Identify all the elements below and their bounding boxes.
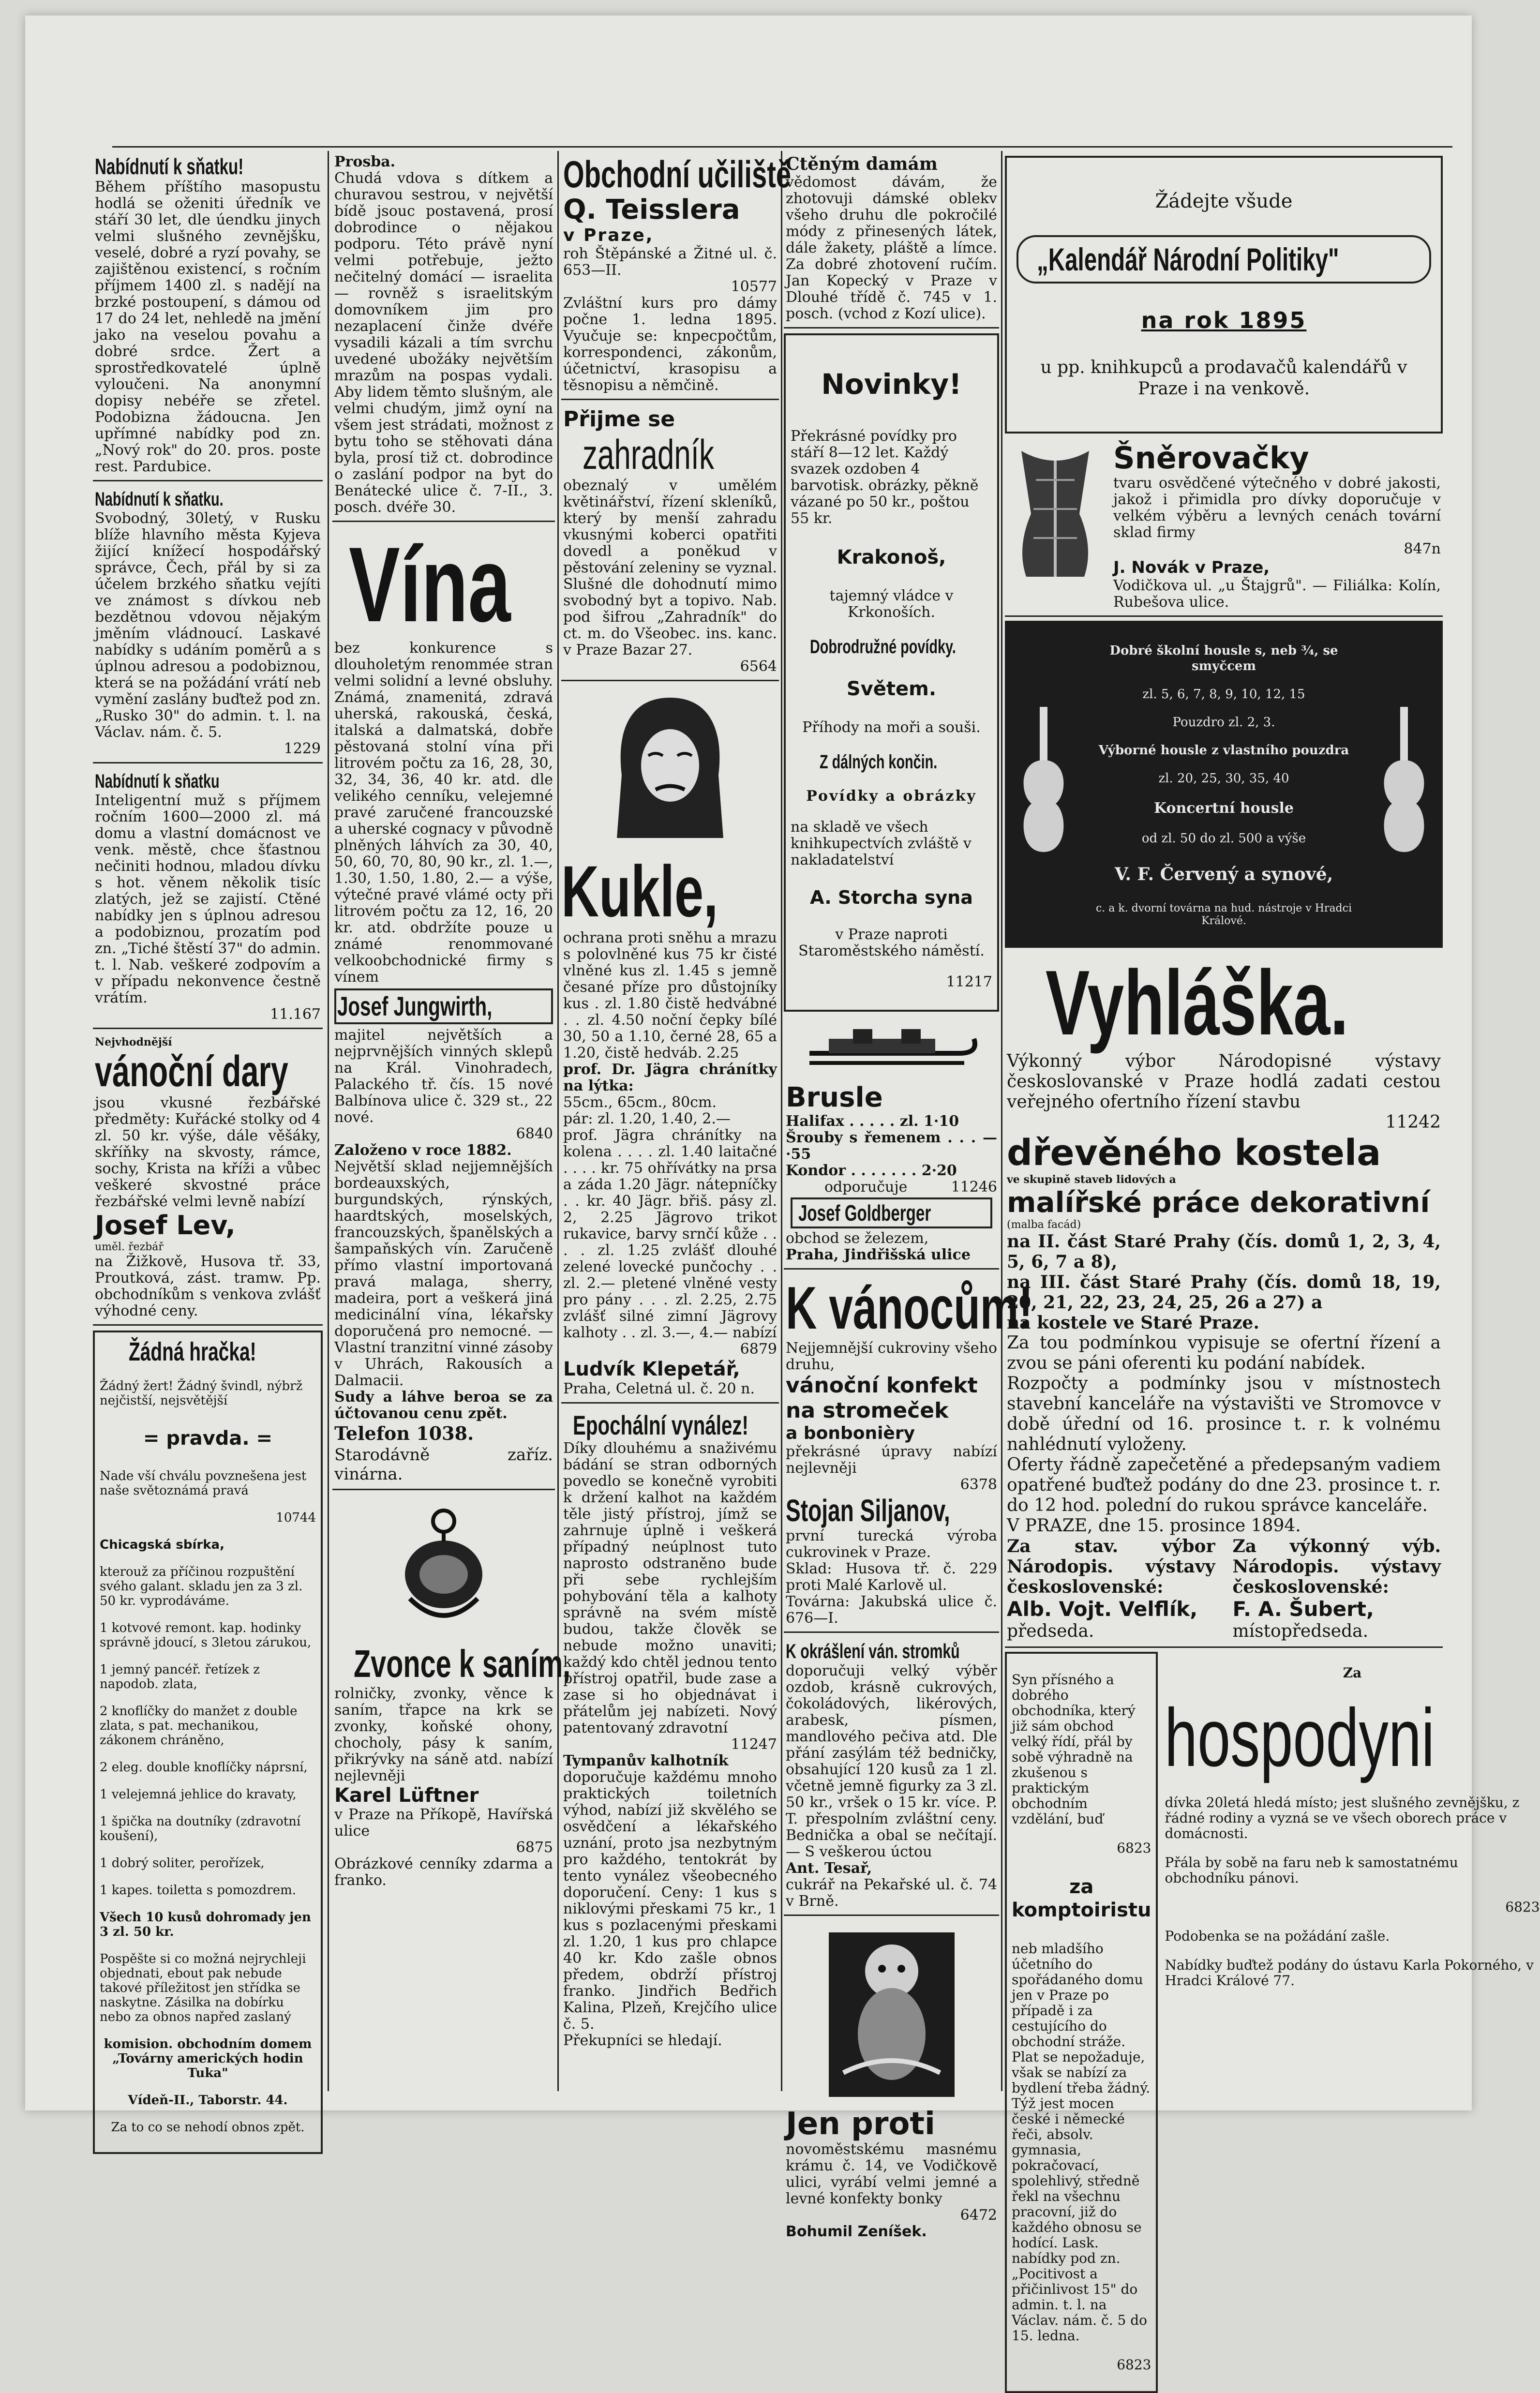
ad-name: Q. Teisslera xyxy=(563,194,740,225)
ad-trade: cukrář na Pekařské ul. č. 74 v Brně. xyxy=(786,1876,997,1910)
ad-code: 6823 xyxy=(1505,1899,1540,1915)
announcement-ad xyxy=(1005,952,1443,1648)
column-divider xyxy=(1001,151,1002,2091)
ad-line: zl. 20, 25, 30, 35, 40 xyxy=(1158,771,1289,786)
book-subtitle: Povídky a obrázky xyxy=(806,788,977,805)
ad-body: u pp. knihkupců a prodavačů kalendářů v Praze i na venkově. xyxy=(1040,358,1407,399)
ad-body: Nade vší chválu povznešena jest naše světoznámá pravá xyxy=(100,1469,307,1498)
ad-title: Epochální vynález! xyxy=(573,1410,748,1440)
ad-title: Žádná hračka! xyxy=(129,1337,256,1366)
signature-name: Alb. Vojt. Velflík, xyxy=(1007,1597,1198,1621)
ad-code: 1229 xyxy=(284,740,321,757)
ad-body: Nejjemnější cukroviny všeho druhu, xyxy=(786,1340,997,1373)
column-2 xyxy=(332,151,571,2091)
ad-body: neb mladšího účetního do spořádaného domu jen v Praze po případě i za cestujícího do obchodní stráže. Plat se nepožaduje, však se nabízí za bydlení třeba žádný. Týž jest mocen české i německé řeči, absolv. gymnasia, pokračovací, spolehlivý, středně řekl na všechnu pracovní, již do každého obnosu se hodící. Lask. nabídky pod zn. „Pocitivost a přičinlivost 15" do admin. t. l. na Václav. nám. č. 5 do 15. ledna. xyxy=(1012,1941,1151,2344)
gardener-ad xyxy=(561,404,779,681)
name-box xyxy=(334,988,553,1024)
ad-footer: Překupníci se hledají. xyxy=(563,2032,722,2049)
ad-trade: uměl. řezbář xyxy=(95,1241,164,1253)
plea-ad xyxy=(332,151,555,522)
ad-subtitle: Tympanův kalhotník xyxy=(563,1752,729,1769)
ad-code: 11.167 xyxy=(270,1006,321,1023)
ad-footer: Za to co se nehodí obnos zpět. xyxy=(111,2120,305,2135)
ad-date: V PRAZE, dne 15. prosince 1894. xyxy=(1007,1516,1301,1536)
ad-lead: Za xyxy=(1343,1665,1362,1681)
gifts-ad xyxy=(93,1033,323,1326)
ad-name: Ludvík Klepetář, xyxy=(563,1358,740,1380)
ad-na: na stromeček xyxy=(786,1398,949,1423)
book-subtitle: Příhody na moři a souši. xyxy=(802,719,981,736)
ad-title: K okrášlení ván. stromků xyxy=(786,1640,960,1662)
ad-title: K vánocům! xyxy=(786,1275,1033,1342)
ad-title: vánoční dary xyxy=(95,1047,288,1096)
signatures-row xyxy=(1007,1536,1441,1642)
marriage-ad-3 xyxy=(93,767,323,1029)
book-subtitle: tajemný vládce v Krkonoších. xyxy=(829,587,954,621)
ad-name: V. F. Červený a synové, xyxy=(1114,864,1333,884)
ad-kostela: dřevěného kostela xyxy=(1007,1132,1381,1174)
ad-par: pár: zl. 1.20, 1.40, 2.— xyxy=(563,1110,731,1127)
ad-title: Zvonce k saním, xyxy=(354,1642,571,1685)
skates-ad xyxy=(784,1017,999,1270)
violin-icon xyxy=(1015,707,1073,862)
ad-body: dívka 20letá hledá místo; jest slušného zevnějšku, z řádné rodiny a vyzná se ve všech oborech práce v domácnosti. xyxy=(1165,1795,1520,1841)
ad-code: 6823 xyxy=(1117,2357,1151,2373)
ad-publisher: A. Storcha syna xyxy=(810,887,973,908)
ad-footer: Starodávně zaříz. vinárna. xyxy=(334,1445,553,1484)
ad-code: 11246 xyxy=(951,1179,997,1196)
bells-ad xyxy=(332,1494,571,1894)
ad-address: v Praze naproti Staroměstského náměstí. xyxy=(798,926,985,959)
ad-code: 6564 xyxy=(740,658,777,675)
ad-title: Obchodní učiliště xyxy=(563,153,792,195)
ad-body: doporučuji velký výběr ozdob, krásně cukrových, čokoládových, likérových, arabesk, písmen, mandlového pečiva atd. Dle přání zasýlám též bedničky, obsahující 120 kusů za 1 zl. včetně jemně figurky za 3 zl. 50 kr., vršek o 15 kr. více. P. T. přespolním zvláštní ceny. Bednička a obal se nečítají. — S veškerou úctou xyxy=(786,1662,997,1860)
ad-line: Žádný žert! Žádný švindl, nýbrž nejčistší, nejsvětější xyxy=(100,1379,303,1408)
ad-skupina: ve skupině staveb lidových a xyxy=(1007,1173,1176,1186)
ad-code: 6378 xyxy=(960,1476,997,1493)
ad-name: J. Novák v Praze, xyxy=(1113,558,1270,577)
ad-body: Největší sklad nejjemnějších bordeauxských, burgundských, rýnských, haardtských, moselských, francouzských, španělských a šampaňských vín. Zaručeně přímo vlastní importovaná pravá malaga, sherry, madeira, port a veškerá jiná medicinální vína, lékařsky doporučená pro nemocné. — Vlastní tranzitní vinné zásoby v Uhrách, Rakousích a Dalmacii. xyxy=(334,1158,553,1389)
ad-facad: (malba facád) xyxy=(1007,1219,1081,1231)
signature-left xyxy=(1007,1536,1215,1642)
books-ad xyxy=(784,333,999,1012)
signature-name: F. A. Šubert, xyxy=(1232,1597,1374,1621)
ad-address: Praha, Celetná ul. č. 20 n. xyxy=(563,1380,755,1397)
confectioner-ad xyxy=(784,1920,999,2245)
ad-address: roh Štěpánské a Žitné ul. č. 653—II. xyxy=(563,245,777,279)
corset-icon xyxy=(1007,441,1104,586)
ad-address: na Žižkově, Husova tř. 33, Proutková, zást. tramw. Pp. obchodníkům s venkova zvlášť výhodné ceny. xyxy=(95,1253,321,1319)
violin-icon xyxy=(1375,707,1433,862)
invention-ad xyxy=(561,1407,779,2054)
ad-title: „Kalendář Národní Politiky" xyxy=(1037,241,1339,277)
ad-city: v Praze, xyxy=(563,225,654,245)
ad-code: 10744 xyxy=(276,1511,316,1525)
ad-body: Chudá vdova s dítkem a churavou sestrou, v největší bídě jsouc postavená, prosí dobrodince o nějakou podporu. Této právě nyní velmi potřebuje, ježto nečitelný domácí — israelita — rovněž s israelitským domovníkem jim pro nezaplacení činže dvéře vysadili kázali a tím svrchu uvedené ubožáky největším mrazům na pospas vydali. Aby lidem těmto slušným, ale velmi chudým, jimž oyní na všem jest strádati, možnost z bytu toho se stěhovati dána byla, prosí tiž ct. dobrodince o zaslání podpor na byt do Benátecké ulice č. 7-II., 3. posch. dvéře 30. xyxy=(334,170,553,516)
column-4 xyxy=(784,151,1033,2240)
ad-code: 11217 xyxy=(946,973,992,990)
hooded-head-icon xyxy=(607,693,733,848)
signature-role: předseda. xyxy=(1007,1621,1094,1641)
ad-body: Přála by sobě na faru neb k samostatnému obchodníku pánovi. xyxy=(1165,1855,1458,1886)
ad-title: Novinky! xyxy=(821,368,962,401)
ad-malirske: malířské práce dekorativní xyxy=(1007,1186,1430,1219)
ad-prof: prof. Dr. Jägra chránítky na lýtka: xyxy=(563,1061,777,1094)
ad-body: tvaru osvědčené výtečného v dobré jakosti, jakož i přimidla pro dívky doporučuje v velkém výběru a levných cenách tovární sklad firmy xyxy=(1113,475,1441,541)
hood-ad xyxy=(561,685,779,1404)
ad-title: Jen proti xyxy=(786,2106,935,2142)
corset-text xyxy=(1113,441,1441,611)
ad-title: Nabídnutí k sňatku. xyxy=(95,489,224,510)
ad-title: Ctěným damám xyxy=(786,154,938,174)
ad-body: prof. Jägra chránítky na kolena . . . . zl. 1.40 laitačné . . . . kr. 75 ohřívátky na prsa a záda 1.20 Jägr. nátepníčky . . kr. 40 Jägr. břiš. pásy zl. 2, 2.25 Jägrovo trikot rukavice, barvy srnčí kůže . . . . zl. 1.25 zvlášť dlouhé zelené lovecké punčochy . . zl. 2.— pletené vlněné vesty pro pány . . . zl. 2.25, 2.75 zvlášť silné zimní Jägrovy kalhoty . . zl. 3.—, 4.— nabízí xyxy=(563,1127,777,1341)
ad-code: 6875 xyxy=(516,1839,553,1856)
christmas-sweets-ad xyxy=(784,1273,1033,1633)
ad-odporucuje: odporučuje xyxy=(824,1179,908,1196)
ad-address: Praha, Jindřišská ulice xyxy=(786,1246,971,1263)
ad-body: Překrásné povídky pro stáří 8—12 let. Každý svazek ozdoben 4 barvotisk. obrázky, pěkně vázané po 50 kr., poštou 55 kr. xyxy=(791,428,979,527)
ad-name: Bohumil Zeníšek. xyxy=(786,2223,927,2240)
school-ad xyxy=(561,151,792,400)
ad-lead: Žádejte všude xyxy=(1155,190,1293,212)
ad-code: 6840 xyxy=(516,1125,553,1142)
ad-address: Vodičkova ul. „u Štajgrů". — Filiálka: Kolín, Rubešova ulice. xyxy=(1113,577,1441,611)
ad-line: zl. 5, 6, 7, 8, 9, 10, 12, 15 xyxy=(1142,687,1305,702)
ad-body: bez konkurence s dlouholetým renommée stran velmi solidní a levné obsluhy. Známá, znamenitá, zdravá uherská, rakouská, česká, italská a dalmatská, dobře pěstovaná stolní vína při litrovém počtu za 16, 28, 30, 32, 34, 36, 40 kr. atd. dle velikého cenníku, velejemné pravé zaručené francouzské a uherské cognacy v původně plněných láhvích za 30, 40, 50, 60, 70, 80, 90 kr., zl. 1.—, 1.30, 1.50, 1.80, 2.— a výše, výtečné pravé vlámé octy při litrovém počtu za 12, 16, 20 kr. atd. obdržíte pouze u známé renommované velkoobchodnické firmy s vínem xyxy=(334,640,553,986)
ad-body: Zvláštní kurs pro dámy počne 1. ledna 1895. Vyučuje se: knpecpočtům, korrespondenci, zákonům, účetnictví, krasopisu a těsnopisu a němčině. xyxy=(563,295,777,394)
ad-title: Nabídnutí k sňatku! xyxy=(95,154,244,179)
name-box xyxy=(791,1197,992,1228)
ad-item: na III. část Staré Prahy (čís. domů 18, 19, 20, 21, 22, 23, 24, 25, 26 a 27) a xyxy=(1007,1272,1441,1313)
signature-head: Za stav. výbor Národopis. výstavy československé: xyxy=(1007,1536,1215,1597)
dressmaker-ad xyxy=(784,151,999,329)
name-box xyxy=(1017,235,1431,284)
ad-body: Během příštího masopustu hodlá se oženiti úředník ve stáří 30 let, dle úendku jinych velmi slušného zevnějšku, veselé, dobré a ryzí povahy, se zajištěnou existencí, s ročním příjmem 1400 zl. s nadějí na brzké postoupení, s dámou od 17 do 24 let, nehledě na jmění jako na veselou povahu a dobré srdce. Žert a sprostředkovatelé úplně vyloučeni. Na anonymní dopisy nebéře se zřetel. Podobizna žádoucna. Jen upřímné nabídky pod zn. „Nový rok" do 20. pros. poste rest. Pardubice. xyxy=(95,179,321,475)
ad-body: Díky dlouhému a snaživému bádání se stran odborných povedlo se konečně vyrobiti k držení kalhot na každém těle jistý přístroj, jímž se zahrnuje úplně i veškerá případný neúplnost tuto naprosto odstraněno bude při sebe rychlejším pohybování těla a kalhoty správně na svém místě budou, takže člověk se nebude možno unaviti; každý kdo chtěl jednou tento přístroj opatřil, bude zase a zase si ho objednávat i přátelům jej nabízeti. Nový patentovaný zdravotní xyxy=(563,1440,777,1736)
ad-name: Stojan Siljanov, xyxy=(786,1493,950,1528)
ad-sklad: Sklad: Husova tř. č. 229 proti Malé Karlově ul. xyxy=(786,1560,997,1594)
ad-bottles: Sudy a láhve beroa se za účtovanou cenu zpět. xyxy=(334,1389,553,1422)
ad-body: Rozpočty a podmínky jsou v místnostech stavební kanceláře na výstavišti ve Stromovce v době úřední od 16. prosince t. r. k volnému nahlédnutí vyloženy. xyxy=(1007,1374,1441,1454)
ad-item: na kostele ve Staré Praze. xyxy=(1007,1313,1259,1333)
ad-body: vědomost dávám, že zhotovuji dámské oblekv všeho druhu dle pokročilé módy z přinesených látek, dále žakety, pláště a límce. Za dobré zhotovení ručím. Jan Kopecký v Praze v Dlouhé třídě č. 745 v 1. posch. (vchod z Kozí ulice). xyxy=(786,174,997,322)
ad-name: Karel Lüftner xyxy=(334,1784,479,1807)
ad-code: 847n xyxy=(1404,540,1441,557)
ad-title: hospodyni xyxy=(1165,1692,1435,1784)
ad-code: 6472 xyxy=(960,2207,997,2224)
ad-body: Výkonný výbor Národopisné výstavy českoslovanské v Praze hodlá zadati cestou veřejného ofertního řízení stavbu xyxy=(1007,1051,1441,1112)
ad-body: obeznalý v umělém květinářství, řízení skleníků, který by menší zahradu vkusnými koberci opatřiti dovedl a poněkud v pěstování zeleniny se vyznal. Slušné dle dohodnutí mimo svobodný byt a topivo. Nab. pod šifrou „Zahradník" do ct. m. do Všeobec. ins. kanc. v Praze Bazar 27. xyxy=(563,477,777,658)
ad-item: 1 kotvové remont. kap. hodinky správně jdoucí, s 3letou zárukou, xyxy=(100,1621,312,1650)
marriage-ad-1 xyxy=(93,151,323,481)
ad-body: Za tou podmínkou vypisuje se ofertní řízení a zvou se páni oferenti ku podání nabídek. xyxy=(1007,1333,1441,1373)
ad-code: 6823 xyxy=(1117,1840,1151,1856)
ad-body: Pospěšte si co možná nejrychleji objednati, ebout pak nebude takové příležitost jen střídka se naskytne. Zásilka na dobírku nebo za obnos napřed zaslaný xyxy=(100,1952,306,2024)
ad-code: 6879 xyxy=(740,1341,777,1358)
ad-telefon: Telefon 1038. xyxy=(334,1422,474,1444)
marriage-ad-2 xyxy=(93,485,323,763)
ad-item: na II. část Staré Prahy (čís. domů 1, 2, 3, 4, 5, 6, 7 a 8), xyxy=(1007,1231,1441,1272)
ad-founded: Založeno v roce 1882. xyxy=(334,1142,512,1159)
calendar-ad xyxy=(1005,156,1443,434)
ad-body: ochrana proti sněhu a mrazu s polovlněné kus 75 kr čisté vlněné kus zl. 1.45 s jemně česané příze pro důstojníky kus . zl. 1.80 čistě hedvábné . . zl. 4.50 noční čepky bílé 30, 50 a 1.10, černé 28, 65 a 1.20, čistě hedváb. 2.25 xyxy=(563,929,777,1062)
ad-body: Inteligentní muž s příjmem ročním 1600—2000 zl. má domu a vlastní domácnost ve venk. městě, chce šťastnou nečiniti hodnou, mladou dívku s hot. věnem několik tisíc zlatých, jež se zajistí. Ctěné nabídky jen s úplnou adresou a podobiznou, prozatím pod zn. „Tiché štěstí 37" do admin. t. l. Nab. veškeré zodpovím a v případu nekonvence čestně vrátím. xyxy=(95,792,321,1006)
ad-name: Josef Goldberger xyxy=(798,1200,931,1226)
ad-code: 11247 xyxy=(731,1736,777,1753)
recommend-row xyxy=(786,1179,997,1196)
figure-illustration-icon xyxy=(824,1928,959,2102)
ad-item: 1 jemný pancéř. řetízek z napodob. zlata, xyxy=(100,1662,260,1691)
ad-body: doporučuje každému mnoho praktických toiletních výhod, nabízí již skvělého se osvědčení a lékařského uznání, proto jsa nezbytným pro každého, tentokrát by tento vynález všeobecného doporučení. Ceny: 1 kus s niklovými přeskami 75 kr., 1 kus s pozlacenými přeskami zl. 1.20, 1 kus pro chlapce 40 kr. Kdo zašle obnos předem, obdrží přístroj franko. Jindřich Bedřich Kalina, Plzeň, Krejčího ulice č. 5. xyxy=(563,1769,777,2033)
ad-konfekt: vánoční konfekt xyxy=(786,1373,978,1398)
signature-right xyxy=(1232,1536,1441,1642)
ad-body: jsou vkusné řezbářské předměty: Kuřácké stolky od 4 zl. 50 kr. výše, dále věšáky, skříňky na skvosty, rámce, sochy, Krista na kříži a vůbec veškeré skvostné práce řezbářské velmi levně nabízí xyxy=(95,1094,321,1210)
ad-sender: komision. obchodním domem „Továrny amerických hodin Tuka" xyxy=(104,2037,312,2080)
column-3 xyxy=(561,151,792,2091)
column-1 xyxy=(93,151,323,2135)
ad-code: 11242 xyxy=(1385,1112,1441,1132)
ad-footer: c. a k. dvorní továrna na hud. nástroje v Hradci Králové. xyxy=(1095,902,1352,927)
ad-line: Koncertní housle xyxy=(1154,800,1294,817)
ad-bonbon: a bonbonièry xyxy=(786,1423,915,1443)
ad-body: Syn přísného a dobrého obchodníka, který již sám obchod velký řídí, přál by sobě výhradně na zkušenou s praktickým obchodním vzdělání, buď xyxy=(1012,1672,1136,1827)
ad-body: majitel největších a nejprvnějších vinných sklepů na Král. Vinohradech, Palackého tř. čís. 15 nové Balbínova ulice č. 329 st., 22 nové. xyxy=(334,1027,553,1126)
ad-summary: Všech 10 kusů dohromady jen 3 zl. 50 kr. xyxy=(100,1910,311,1939)
ad-title: Kukle, xyxy=(561,851,718,932)
ad-name: Josef Lev, xyxy=(95,1210,236,1241)
clerk-ad xyxy=(1005,1652,1158,2393)
chicago-ad xyxy=(93,1331,323,2154)
ad-title: Brusle xyxy=(786,1082,883,1113)
ad-item: 1 kapes. toiletta s pomozdrem. xyxy=(100,1883,297,1898)
top-rule xyxy=(112,146,1452,148)
book-title: Světem. xyxy=(846,678,937,700)
column-5 xyxy=(1005,151,1540,2373)
ad-code: 10577 xyxy=(731,278,777,295)
ad-body: překrásné úpravy nabízí nejlevněji xyxy=(786,1443,997,1477)
ad-body: Svobodný, 30letý, v Rusku blíže hlavního města Kyjeva žijící knížecí hospodářský správce, Čech, přál by si za účelem brzkého sňatku vejíti ve známost s dívkou neb bezdětnou vdovou nějakým jměním vládnoucí. Laskavé nabídky s udáním poměrů a s úplnou adresou a podobiznou, která se na požádání vrátí neb vymění zaslány buďtež pod zn. „Rusko 30" do admin. t. l. na Václav. nám. č. 5. xyxy=(95,510,321,741)
column-divider xyxy=(557,151,559,2091)
column-divider xyxy=(328,151,329,2091)
signature-head: Za výkonný výb. Národopis. výstavy československé: xyxy=(1232,1536,1441,1597)
ad-item: 2 eleg. double knoflíčky náprsní, xyxy=(100,1760,308,1775)
signature-role: místopředseda. xyxy=(1232,1621,1369,1641)
ad-title: Nabídnutí k sňatku xyxy=(95,771,220,792)
ad-body: kterouž za příčinou rozpuštění svého galant. skladu jen za 3 zl. 50 kr. vyprodáváme. xyxy=(100,1565,303,1608)
ad-name: Josef Jungwirth, xyxy=(337,991,493,1021)
ad-brand: Chicagská sbírka, xyxy=(100,1538,224,1552)
sleigh-bell-icon xyxy=(390,1502,497,1637)
ad-title: zahradník xyxy=(583,432,714,478)
ad-title: Vyhláška. xyxy=(1046,952,1349,1054)
ad-body: na skladě ve všech knihkupectvích zvláště v nakladatelství xyxy=(791,819,972,868)
ad-title: Šněrovačky xyxy=(1113,440,1309,476)
ice-skate-icon xyxy=(800,1024,984,1077)
ad-body: Nabídky buďtež podány do ústavu Karla Pokorného, v Hradci Králové 77. xyxy=(1165,1957,1534,1989)
ad-year: na rok 1895 xyxy=(1141,307,1307,333)
ad-lead: Přijme se xyxy=(563,407,675,432)
bottom-ads xyxy=(1005,1652,1540,2393)
ad-line: Výborné housle z vlastního pouzdra xyxy=(1098,743,1349,758)
wine-ad xyxy=(332,526,555,1490)
ad-footer: Obrázkové cenníky zdarma a franko. xyxy=(334,1855,553,1889)
book-title: Dobrodružné povídky. xyxy=(810,636,956,658)
ad-sizes: 55cm., 65cm., 80cm. xyxy=(563,1094,717,1111)
ad-address: v Praze na Příkopě, Havířská ulice xyxy=(334,1806,553,1840)
ad-pravda: = pravda. = xyxy=(143,1427,273,1450)
newspaper-page xyxy=(25,15,1540,2373)
ad-item: 2 knoflíčky do manžet z double zlata, s pat. mechanikou, zákonem chráněno, xyxy=(100,1704,298,1748)
column-divider xyxy=(781,151,782,2091)
price-line: Šrouby s řemenem . . . —·55 xyxy=(786,1129,997,1163)
ad-title: Prosba. xyxy=(334,153,396,170)
ad-title: za komptoiristu xyxy=(1012,1876,1151,1921)
book-title: Krakonoš, xyxy=(837,546,946,568)
corset-ad xyxy=(1005,438,1443,617)
violin-ad xyxy=(1005,621,1443,948)
price-line: Halifax . . . . . zl. 1·10 xyxy=(786,1113,959,1130)
ad-kicker: Nejvhodnější xyxy=(95,1036,172,1048)
ad-item: 1 dobrý soliter, perořízek, xyxy=(100,1856,265,1870)
ad-body: Oferty řádně zapečetěné a předepsaným vadiem opatřené buďtež podány do dne 23. prosince t. r. do 12 hod. polední do rukou správce kanceláře. xyxy=(1007,1455,1441,1515)
ad-item: 1 velejemná jehlice do kravaty, xyxy=(100,1787,297,1802)
ad-body: novoměstskému masnému krámu č. 14, ve Vodičkově ulici, vyrábí velmi jemné a levné konfekty bonky xyxy=(786,2141,997,2207)
ad-name: Ant. Tesař, xyxy=(786,1860,872,1877)
violin-text xyxy=(1077,630,1370,938)
ornaments-ad xyxy=(784,1637,999,1916)
book-title: Z dálných končin. xyxy=(820,751,938,773)
ad-line: Dobré školní housle s, neb ¾, se smyčcem xyxy=(1109,643,1338,673)
ad-body: rolničky, zvonky, věnce k saním, třapce na krk se zvonky, koňské ohony, chocholy, pásy k saním, přikrývky na sáně atd. nabízí nejlevněji xyxy=(334,1685,553,1784)
ad-body: první turecká výroba cukrovinek v Praze. xyxy=(786,1527,997,1561)
ad-line: Pouzdro zl. 2, 3. xyxy=(1172,715,1275,730)
ad-title: Vína xyxy=(349,525,511,644)
ad-trade: obchod se železem, xyxy=(786,1230,929,1247)
ad-address: Vídeň-II., Taborstr. 44. xyxy=(128,2093,288,2108)
ad-item: 1 špička na doutníky (zdravotní koušení), xyxy=(100,1814,301,1843)
price-line: Kondor . . . . . . . 2·20 xyxy=(786,1162,957,1179)
housekeeper-ad xyxy=(1165,1652,1540,2393)
ad-line: od zl. 50 do zl. 500 a výše xyxy=(1141,831,1306,846)
ad-body: Podobenka se na požádání zašle. xyxy=(1165,1928,1390,1944)
ad-tovarna: Továrna: Jakubská ulice č. 676—I. xyxy=(786,1593,997,1627)
